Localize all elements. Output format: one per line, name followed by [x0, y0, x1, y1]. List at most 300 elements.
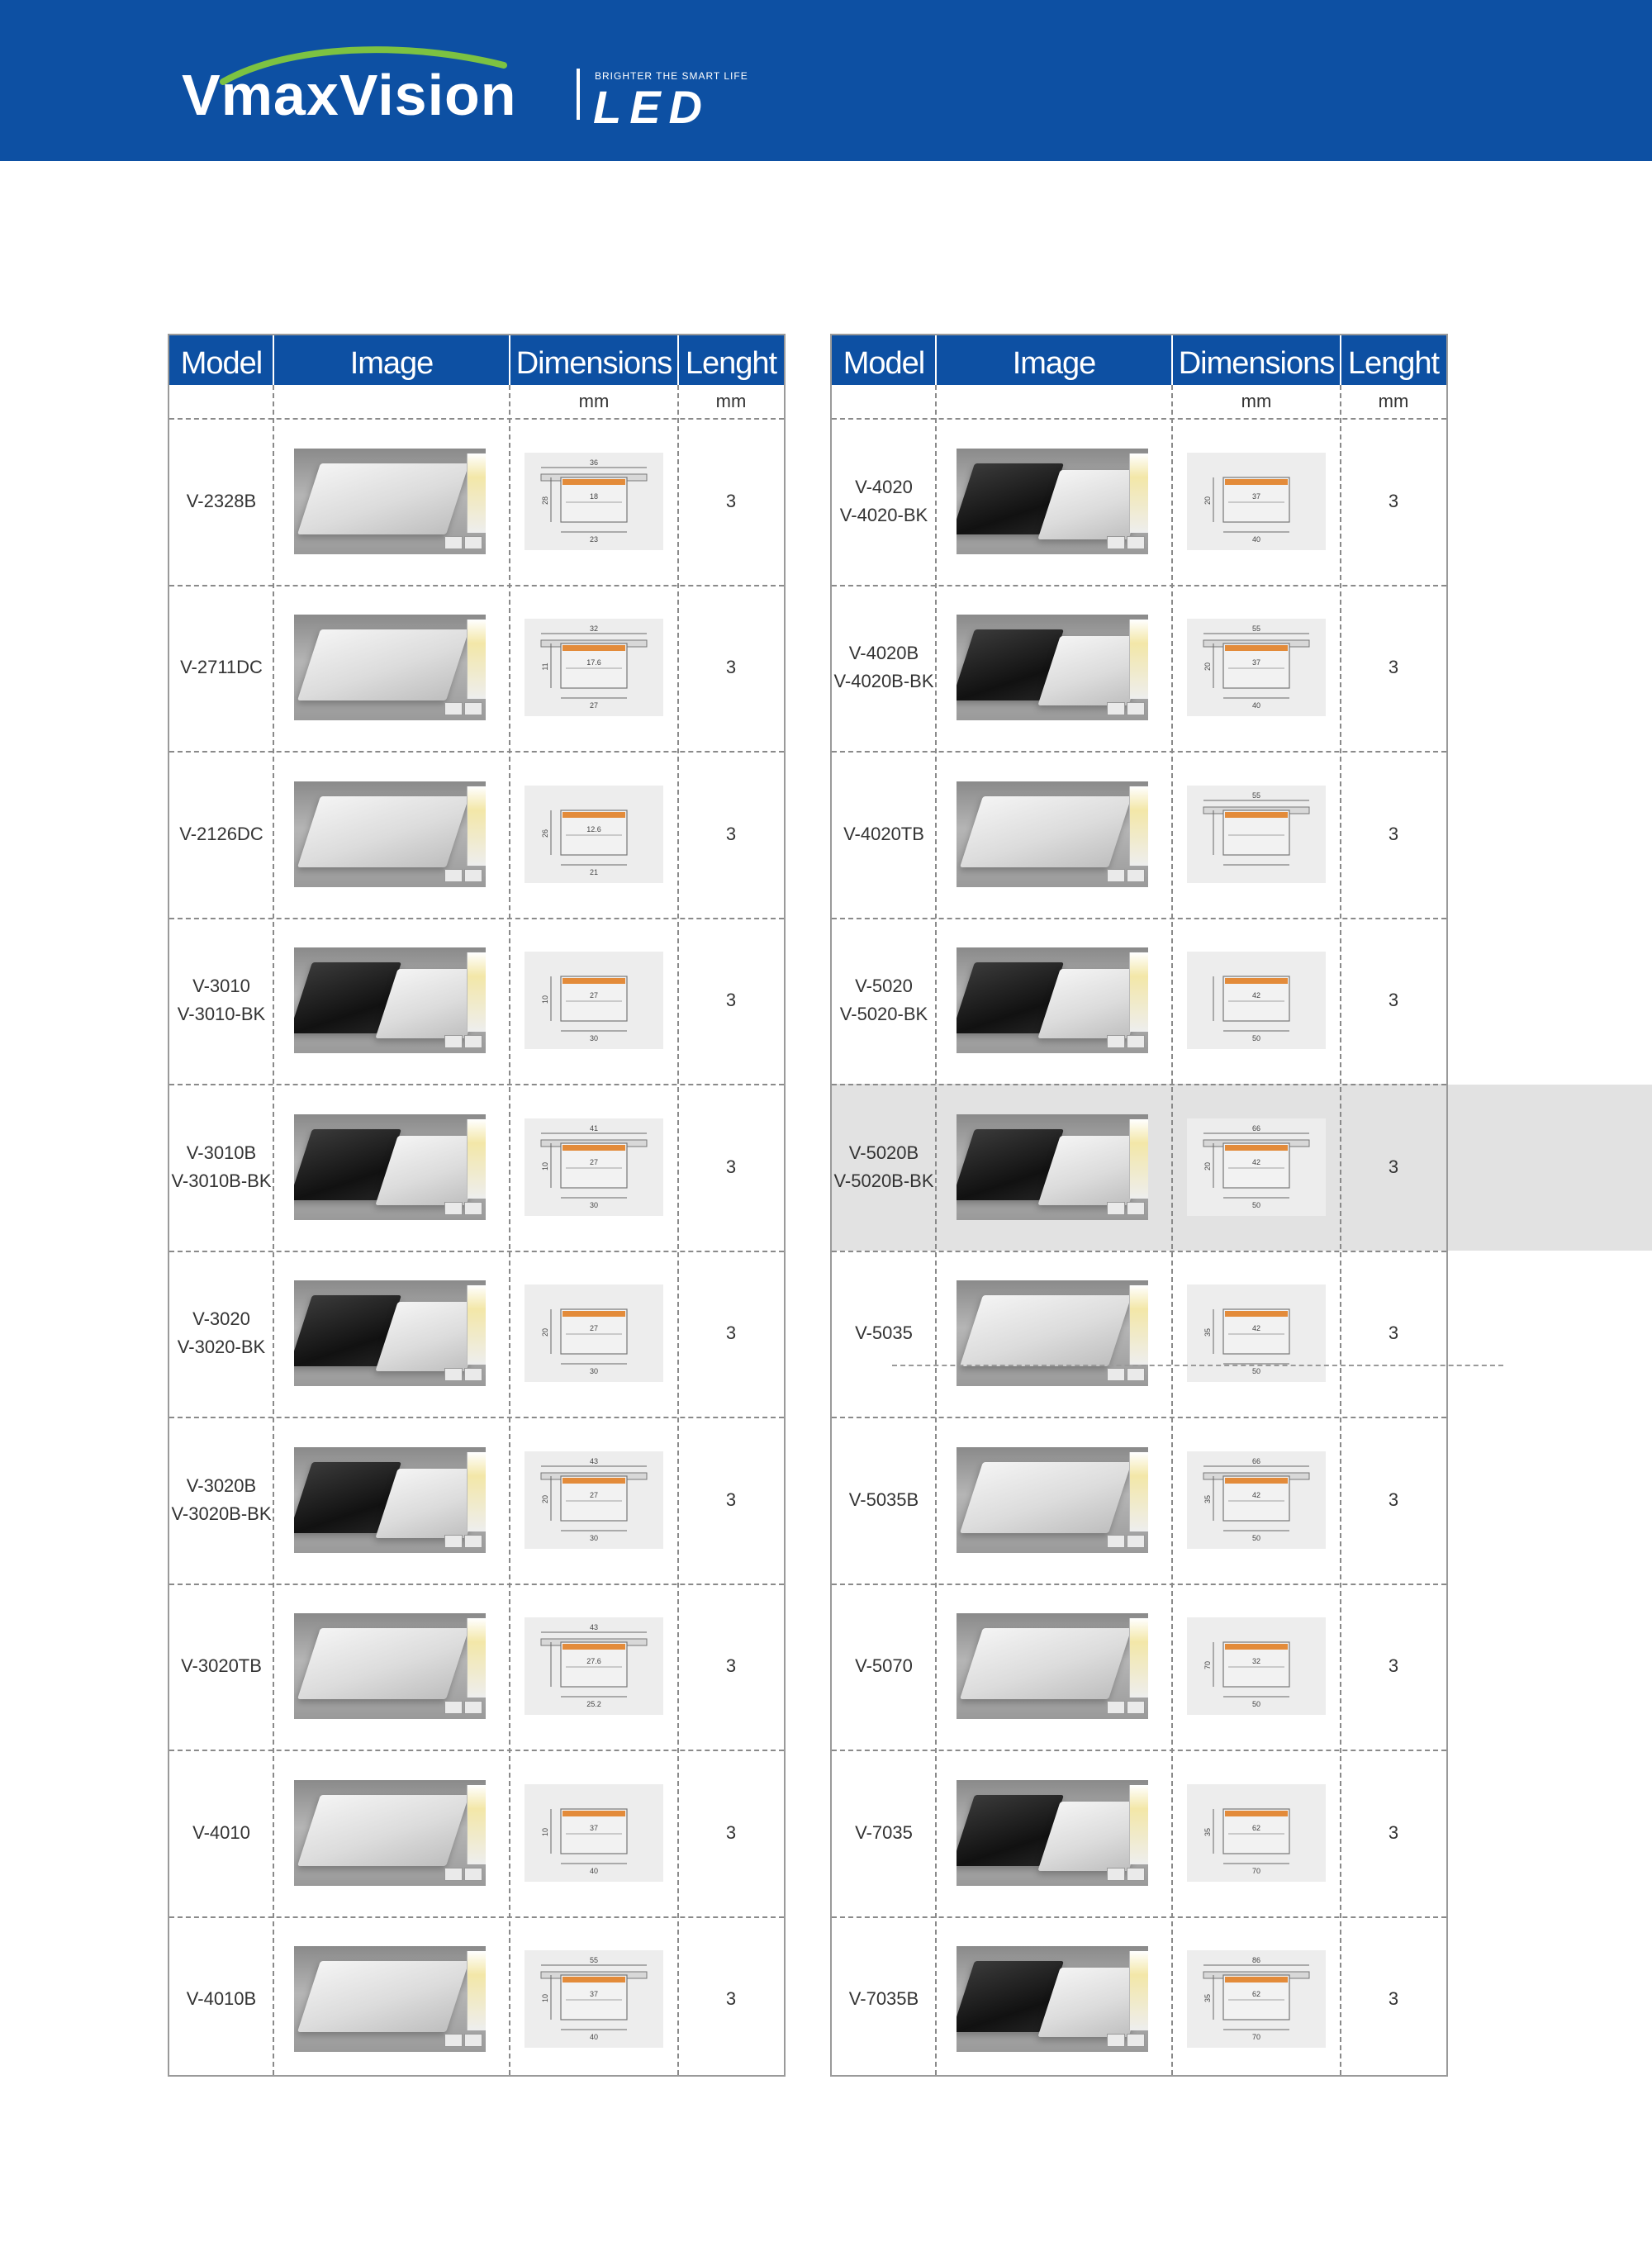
row-divider	[169, 1750, 784, 1751]
end-cap-icon	[1127, 1202, 1145, 1215]
row-divider	[169, 751, 784, 753]
page-header	[0, 0, 1652, 161]
model-cell	[832, 1084, 936, 1251]
silver-profile-image	[297, 1628, 469, 1699]
table-row	[832, 918, 1446, 1085]
model-cell	[169, 1750, 273, 1916]
dim-height-label: 70	[1203, 1661, 1212, 1670]
table-row	[169, 918, 784, 1085]
clip-icon	[1107, 702, 1125, 715]
dimension-drawing	[1187, 786, 1326, 883]
row-divider	[832, 1750, 1446, 1751]
dim-top-label: 55	[589, 1956, 599, 1965]
dim-top-label: 41	[589, 1123, 599, 1132]
silver-profile-image	[297, 463, 469, 534]
clip-icon	[1107, 1535, 1125, 1548]
end-cap-icon	[1127, 702, 1145, 715]
diffuser-shape	[1225, 1145, 1288, 1151]
dim-height-label: 26	[541, 829, 549, 838]
dim-top-label: 43	[589, 1623, 599, 1632]
product-photo	[294, 1280, 486, 1386]
model-number: V-7035	[855, 1821, 913, 1843]
profile-cross-section-icon	[525, 1784, 663, 1882]
product-photo	[957, 1280, 1148, 1386]
end-cap-icon	[464, 1701, 482, 1714]
dim-inner-label: 37	[589, 1990, 599, 1999]
diffuser-shape	[563, 1811, 625, 1816]
profile-cross-section-icon	[525, 1617, 663, 1715]
led-strip-swatch	[1129, 1119, 1148, 1199]
silver-profile-image	[960, 1462, 1132, 1533]
dimension-drawing	[1187, 1617, 1326, 1715]
clip-icon	[1107, 1368, 1125, 1381]
led-strip-swatch	[1129, 453, 1148, 533]
row-divider	[832, 418, 1446, 420]
row-divider	[169, 418, 784, 420]
dim-height-label: 11	[541, 662, 549, 671]
led-strip-swatch	[467, 1618, 486, 1698]
dim-height-label: 28	[541, 496, 549, 505]
led-strip-swatch	[1129, 952, 1148, 1032]
logo-divider	[577, 69, 580, 120]
dim-height-label: 10	[541, 1994, 549, 2003]
dim-height-label: 35	[1203, 1328, 1212, 1337]
dimension-drawing	[1187, 453, 1326, 550]
row-divider	[832, 1417, 1446, 1418]
header-separator	[273, 335, 274, 385]
clip-icon	[444, 1868, 463, 1881]
silver-profile-image	[960, 1628, 1132, 1699]
clip-icon	[1107, 2034, 1125, 2047]
diffuser-shape	[1225, 978, 1288, 984]
model-cell	[169, 1084, 273, 1251]
model-number: V-3020	[192, 1308, 250, 1330]
table-row	[169, 1251, 784, 1417]
end-cap-icon	[464, 1202, 482, 1215]
end-cap-icon	[1127, 1368, 1145, 1381]
dim-inner-label: 37	[589, 1823, 599, 1832]
model-cell	[832, 751, 936, 918]
table-row	[832, 1084, 1446, 1251]
model-number: V-2711DC	[180, 657, 263, 678]
diffuser-shape	[563, 1977, 625, 1982]
model-number: V-5035B	[848, 1489, 919, 1510]
dim-top-label: 32	[589, 624, 599, 634]
dim-height-label: 20	[1203, 662, 1212, 672]
dim-height-label: 20	[541, 1328, 549, 1337]
diffuser-shape	[1225, 1977, 1288, 1982]
model-number: V-4010B	[186, 1988, 257, 2010]
model-variant: V-3020B-BK	[171, 1503, 272, 1524]
length-value: 3	[1388, 990, 1399, 1011]
led-strip-swatch	[1129, 1785, 1148, 1864]
silver-profile-image	[297, 796, 469, 867]
table-header	[832, 335, 1446, 385]
end-cap-icon	[1127, 869, 1145, 882]
clip-icon	[444, 536, 463, 549]
dim-bottom-label: 70	[1251, 2033, 1261, 2042]
dim-inner-label: 42	[1251, 1157, 1261, 1166]
table-row	[832, 1750, 1446, 1916]
model-cell	[832, 1584, 936, 1750]
model-cell	[169, 1916, 273, 2083]
model-number: V-2328B	[186, 490, 257, 511]
dim-bottom-label: 40	[589, 2033, 599, 2042]
profile-cross-section-icon	[1187, 1617, 1326, 1715]
led-strip-swatch	[467, 453, 486, 533]
end-cap-icon	[464, 1868, 482, 1881]
dimension-drawing	[1187, 1950, 1326, 2048]
profile-cross-section-icon	[1187, 619, 1326, 716]
dim-bottom-label: 70	[1251, 1866, 1261, 1875]
model-number: V-3010	[192, 976, 250, 997]
length-value: 3	[725, 1156, 737, 1177]
dimension-drawing	[1187, 1451, 1326, 1549]
model-cell	[832, 1916, 936, 2083]
model-cell	[832, 1750, 936, 1916]
length-value: 3	[725, 1655, 737, 1677]
diffuser-shape	[563, 978, 625, 984]
end-cap-icon	[464, 869, 482, 882]
clip-icon	[444, 702, 463, 715]
header-separator	[509, 335, 510, 385]
length-value: 3	[1388, 1821, 1399, 1843]
dim-height-label: 10	[541, 1161, 549, 1170]
clip-icon	[1107, 1035, 1125, 1048]
dimension-drawing	[1187, 1784, 1326, 1882]
row-divider	[832, 1584, 1446, 1585]
product-photo	[957, 449, 1148, 554]
diffuser-shape	[1225, 645, 1288, 651]
diffuser-shape	[563, 1478, 625, 1484]
brand-tagline: BRIGHTER THE SMART LIFE	[595, 70, 748, 82]
product-photo	[294, 947, 486, 1053]
diffuser-shape	[563, 479, 625, 485]
product-photo	[294, 615, 486, 720]
column-header-model: Model	[180, 346, 263, 381]
dimension-drawing	[1187, 619, 1326, 716]
profile-cross-section-icon	[1187, 952, 1326, 1049]
diffuser-shape	[1225, 479, 1288, 485]
table-row	[832, 1251, 1446, 1417]
led-strip-swatch	[467, 620, 486, 699]
model-number: V-5035	[855, 1322, 913, 1344]
column-divider	[677, 385, 679, 2075]
end-cap-icon	[1127, 1535, 1145, 1548]
product-line: LED	[593, 81, 710, 133]
product-photo	[294, 1613, 486, 1719]
profile-cross-section-icon	[525, 1451, 663, 1549]
clip-icon	[1107, 1202, 1125, 1215]
led-strip-swatch	[467, 1119, 486, 1199]
dim-height-label: 20	[1203, 496, 1212, 505]
header-separator	[1171, 335, 1173, 385]
table-row	[832, 1584, 1446, 1750]
row-divider	[832, 1084, 1446, 1085]
row-divider	[832, 918, 1446, 919]
column-header-dimensions: Dimensions	[515, 346, 672, 381]
diffuser-shape	[563, 645, 625, 651]
model-variant: V-4020B-BK	[833, 671, 934, 692]
length-value: 3	[725, 490, 737, 511]
row-divider	[169, 918, 784, 919]
highlight-band	[1446, 1085, 1652, 1251]
column-header-image: Image	[1012, 346, 1096, 381]
product-photo	[957, 947, 1148, 1053]
length-value: 3	[725, 1988, 737, 2010]
led-strip-swatch	[467, 1452, 486, 1531]
dim-inner-label: 27	[589, 1324, 599, 1333]
dim-top-label: 55	[1251, 624, 1261, 634]
end-cap-icon	[1127, 1868, 1145, 1881]
row-divider	[832, 1916, 1446, 1918]
brand-name: VmaxVision	[182, 63, 517, 127]
column-header-model: Model	[843, 346, 925, 381]
diffuser-shape	[563, 1145, 625, 1151]
column-divider	[1340, 385, 1341, 2075]
dim-inner-label: 27	[589, 991, 599, 1000]
dimensions-unit: mm	[1241, 391, 1272, 411]
model-variant: V-3010-BK	[177, 1004, 266, 1025]
diffuser-shape	[563, 1311, 625, 1317]
led-strip-swatch	[467, 1785, 486, 1864]
profile-cross-section-icon	[525, 1118, 663, 1216]
table-row	[169, 1084, 784, 1251]
dim-bottom-label: 30	[589, 1533, 599, 1542]
dim-inner-label: 42	[1251, 991, 1261, 1000]
dimension-drawing	[525, 1118, 663, 1216]
diffuser-shape	[1225, 1478, 1288, 1484]
dim-bottom-label: 30	[589, 1034, 599, 1043]
dim-inner-label: 42	[1251, 1324, 1261, 1333]
model-variant: V-3010B-BK	[171, 1170, 272, 1191]
clip-icon	[1107, 1701, 1125, 1714]
catalog-table-right	[830, 334, 1448, 2077]
dim-bottom-label: 50	[1251, 1200, 1261, 1209]
dimensions-unit: mm	[578, 391, 610, 411]
dimension-drawing	[525, 786, 663, 883]
model-cell	[832, 918, 936, 1085]
profile-cross-section-icon	[1187, 1118, 1326, 1216]
end-cap-icon	[1127, 1035, 1145, 1048]
length-value: 3	[725, 990, 737, 1011]
profile-cross-section-icon	[1187, 1284, 1326, 1382]
dim-bottom-label: 30	[589, 1367, 599, 1376]
clip-icon	[444, 869, 463, 882]
model-number: V-5020B	[848, 1142, 919, 1163]
model-number: V-5070	[855, 1655, 913, 1677]
length-value: 3	[725, 1322, 737, 1344]
dim-bottom-label: 50	[1251, 1700, 1261, 1709]
product-photo	[294, 1114, 486, 1220]
dim-bottom-label: 50	[1251, 1367, 1261, 1376]
column-divider	[509, 385, 510, 2075]
dim-bottom-label: 50	[1251, 1034, 1261, 1043]
model-number: V-7035B	[848, 1988, 919, 2010]
led-strip-swatch	[1129, 786, 1148, 866]
row-divider	[169, 1916, 784, 1918]
table-row	[169, 585, 784, 752]
table-row	[169, 1417, 784, 1584]
dim-bottom-label: 40	[1251, 701, 1261, 710]
column-header-dimensions: Dimensions	[1178, 346, 1335, 381]
clip-icon	[444, 1368, 463, 1381]
dim-bottom-label: 40	[589, 1866, 599, 1875]
dim-bottom-label: 40	[1251, 534, 1261, 544]
led-strip-swatch	[1129, 620, 1148, 699]
dim-inner-label: 27	[589, 1157, 599, 1166]
dim-inner-label: 37	[1251, 491, 1261, 501]
row-divider	[832, 585, 1446, 586]
diffuser-shape	[563, 1644, 625, 1650]
model-cell	[169, 1251, 273, 1417]
led-strip-swatch	[1129, 1951, 1148, 2030]
end-cap-icon	[464, 536, 482, 549]
dim-height-label: 35	[1203, 1827, 1212, 1836]
profile-cross-section-icon	[525, 1950, 663, 2048]
length-unit: mm	[715, 391, 747, 411]
end-cap-icon	[1127, 2034, 1145, 2047]
diffuser-shape	[1225, 812, 1288, 818]
dim-bottom-label: 21	[589, 867, 599, 876]
table-row	[169, 751, 784, 918]
dim-inner-label: 42	[1251, 1490, 1261, 1499]
model-cell	[832, 1417, 936, 1584]
product-photo	[957, 1780, 1148, 1886]
dim-inner-label: 27.6	[586, 1657, 601, 1666]
led-strip-swatch	[1129, 1285, 1148, 1365]
clip-icon	[1107, 536, 1125, 549]
led-strip-swatch	[467, 952, 486, 1032]
profile-cross-section-icon	[1187, 1451, 1326, 1549]
silver-profile-image	[960, 796, 1132, 867]
table-row	[169, 1916, 784, 2083]
clip-icon	[444, 1535, 463, 1548]
end-cap-icon	[464, 1035, 482, 1048]
clip-icon	[444, 1035, 463, 1048]
clip-icon	[1107, 869, 1125, 882]
dimension-drawing	[525, 1284, 663, 1382]
profile-cross-section-icon	[1187, 453, 1326, 550]
dim-inner-label: 18	[589, 491, 599, 501]
silver-profile-image	[297, 1961, 469, 2032]
table-row	[832, 418, 1446, 585]
dim-bottom-label: 50	[1251, 1533, 1261, 1542]
model-cell	[169, 1584, 273, 1750]
column-divider	[1171, 385, 1173, 2075]
dim-height-label: 35	[1203, 1494, 1212, 1503]
model-cell	[169, 585, 273, 752]
product-photo	[957, 1447, 1148, 1553]
length-value: 3	[1388, 1988, 1399, 2010]
led-strip-swatch	[467, 1951, 486, 2030]
dimension-drawing	[525, 1784, 663, 1882]
brand-logo	[182, 45, 760, 136]
model-number: V-2126DC	[179, 823, 263, 844]
led-strip-swatch	[1129, 1618, 1148, 1698]
silver-profile-image	[297, 1795, 469, 1866]
dim-height-label: 10	[541, 1827, 549, 1836]
model-number: V-4020B	[848, 643, 919, 664]
dimension-drawing	[525, 952, 663, 1049]
model-number: V-4010	[192, 1821, 250, 1843]
dim-inner-label: 62	[1251, 1990, 1261, 1999]
length-value: 3	[1388, 823, 1399, 844]
end-cap-icon	[1127, 536, 1145, 549]
product-photo	[294, 1447, 486, 1553]
dim-top-label: 55	[1251, 791, 1261, 800]
table-row	[832, 585, 1446, 752]
model-variant: V-5020B-BK	[833, 1170, 934, 1191]
dim-height-label: 20	[541, 1494, 549, 1503]
header-separator	[677, 335, 679, 385]
dimension-drawing	[525, 1617, 663, 1715]
length-value: 3	[725, 657, 737, 678]
dim-top-label: 36	[589, 458, 599, 467]
led-strip-swatch	[467, 786, 486, 866]
product-photo	[294, 1946, 486, 2052]
header-separator	[1340, 335, 1341, 385]
dim-height-label: 35	[1203, 1994, 1212, 2003]
row-divider	[169, 1084, 784, 1085]
length-value: 3	[1388, 1489, 1399, 1510]
dim-bottom-label: 25.2	[586, 1700, 601, 1709]
length-value: 3	[1388, 490, 1399, 511]
dim-inner-label: 37	[1251, 658, 1261, 667]
model-variant: V-5020-BK	[839, 1004, 928, 1025]
column-header-length: Lenght	[685, 346, 777, 381]
clip-icon	[444, 1202, 463, 1215]
length-value: 3	[725, 1489, 737, 1510]
dim-top-label: 66	[1251, 1456, 1261, 1465]
table-header	[169, 335, 784, 385]
clip-icon	[1107, 1868, 1125, 1881]
dim-inner-label: 17.6	[586, 658, 601, 667]
catalog-table-left	[168, 334, 786, 2077]
model-cell	[169, 751, 273, 918]
table-row	[169, 1750, 784, 1916]
product-photo	[294, 1780, 486, 1886]
model-cell	[832, 585, 936, 752]
end-cap-icon	[1127, 1701, 1145, 1714]
model-number: V-5020	[855, 976, 913, 997]
dim-top-label: 43	[589, 1456, 599, 1465]
profile-cross-section-icon	[1187, 1950, 1326, 2048]
divider-line	[892, 1365, 1503, 1366]
row-divider	[832, 751, 1446, 753]
length-value: 3	[1388, 1655, 1399, 1677]
model-cell	[832, 1251, 936, 1417]
product-photo	[957, 781, 1148, 887]
silver-profile-image	[297, 629, 469, 700]
dimension-drawing	[525, 619, 663, 716]
end-cap-icon	[464, 1535, 482, 1548]
profile-cross-section-icon	[525, 619, 663, 716]
model-number: V-3020TB	[181, 1655, 262, 1677]
dim-top-label: 66	[1251, 1123, 1261, 1132]
row-divider	[169, 1417, 784, 1418]
profile-cross-section-icon	[1187, 1784, 1326, 1882]
profile-cross-section-icon	[525, 453, 663, 550]
dim-inner-label: 27	[589, 1490, 599, 1499]
dim-inner-label: 32	[1251, 1657, 1261, 1666]
header-separator	[935, 335, 937, 385]
model-number: V-3020B	[186, 1474, 257, 1496]
product-photo	[957, 615, 1148, 720]
end-cap-icon	[464, 2034, 482, 2047]
led-strip-swatch	[1129, 1452, 1148, 1531]
model-variant: V-4020-BK	[839, 504, 928, 525]
